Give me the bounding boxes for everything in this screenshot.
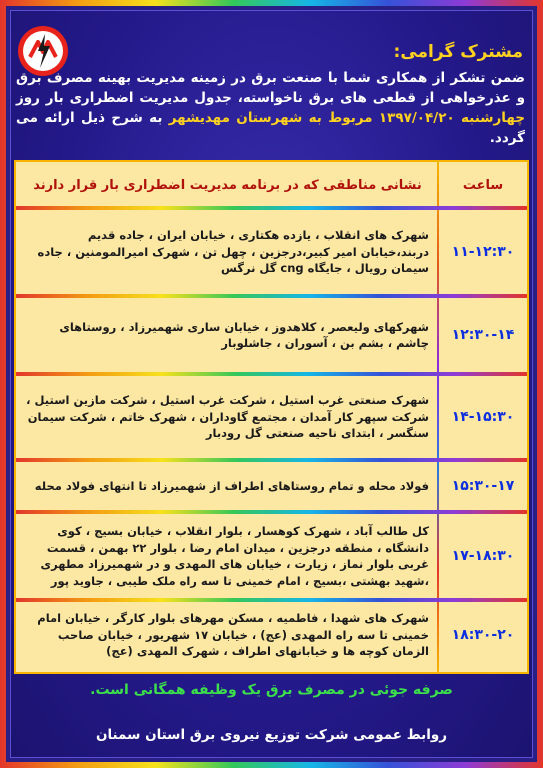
row-areas: شهرک صنعتی غرب استیل ، شرکت غرب استیل ، شرکت مازین استیل ، شرکت سپهر کار آمدان ، مجتمع گاوداران ، شهرک خاتم ، شرکت سیمان سنگسر ، ابتدای ناحیه صنعتی گل رودبار — [26, 393, 429, 441]
outage-schedule-table — [14, 160, 529, 674]
table-header — [16, 162, 527, 208]
header-time: ساعت — [462, 177, 504, 193]
table-row — [16, 298, 527, 372]
row-time: ۱۵:۳۰-۱۷ — [451, 478, 515, 494]
row-areas: شهرک های شهدا ، فاطمیه ، مسکن مهرهای بلوار کارگر ، خیابان امام خمینی تا سه راه المهدی (عج) ، خیابان ۱۷ شهریور ، خیابان صاحب الزمان کوچه ها و خیابانهای اطراف ، شهرک المهدی (عج) — [37, 611, 429, 659]
table-row — [16, 376, 527, 458]
organization-credit: روابط عمومی شرکت توزیع نیروی برق استان سمنان — [95, 727, 448, 743]
intro-end: به شرح ذیل ارائه می گردد. — [16, 110, 525, 146]
row-areas: شهرک های انقلاب ، یازده هکتاری ، خیابان ایران ، جاده قدیم دربند،خیابان امیر کبیر،درجزین ، چهل تن ، شهرک امیرالمومنین ، جاده سیمان رویال ، جایگاه cng گل نرگس — [37, 228, 429, 276]
intro-line1: ضمن تشکر از همکاری شما با صنعت برق در زمینه مدیریت بهینه مصرف برق و عذرخواهی از قطعی های برق ناخواسته، جدول مدیریت اضطراری بار روز — [16, 70, 525, 106]
row-time: ۱۲:۳۰-۱۴ — [451, 327, 515, 343]
header-areas: نشانی مناطقی که در برنامه مدیریت اضطراری بار قرار دارند — [33, 177, 422, 193]
intro-date: چهارشنبه ۱۳۹۷/۰۴/۲۰ مربوط به — [308, 110, 526, 126]
salutation: مشترک گرامی: — [393, 42, 523, 62]
table-row — [16, 462, 527, 510]
row-time: ۱۴-۱۵:۳۰ — [451, 409, 515, 425]
table-row — [16, 210, 527, 294]
intro-city: شهرستان مهدیشهر — [168, 110, 303, 126]
row-areas: کل طالب آباد ، شهرک کوهسار ، بلوار انقلاب ، خیابان بسیج ، کوی دانشگاه ، منطقه درجزین ، میدان امام رضا ، بلوار ۲۲ بهمن ، قسمت غربی بلوار نماز ، زیارت ، خیابان های المهدی و در شهمیرزاد مطهری ،شهید بهشتی ،بسیج ، امام خمینی تا سه راه ملک طیبی ، جاوید پور — [40, 524, 429, 588]
intro-text — [16, 68, 525, 148]
row-time: ۱۱-۱۲:۳۰ — [451, 244, 515, 260]
slogan: صرفه جوئی در مصرف برق یک وظیفه همگانی است. — [90, 682, 453, 698]
row-time: ۱۸:۳۰-۲۰ — [451, 627, 515, 643]
row-areas: فولاد محله و تمام روستاهای اطراف از شهمیرزاد تا انتهای فولاد محله — [34, 478, 429, 493]
row-areas: شهرکهای ولیعصر ، کلاهدوز ، خیابان ساری شهمیرزاد ، روستاهای چاشم ، بشم بن ، آسوران ، جاشلوبار — [59, 319, 429, 350]
table-row — [16, 602, 527, 668]
row-time: ۱۷-۱۸:۳۰ — [451, 548, 515, 564]
table-row — [16, 514, 527, 598]
